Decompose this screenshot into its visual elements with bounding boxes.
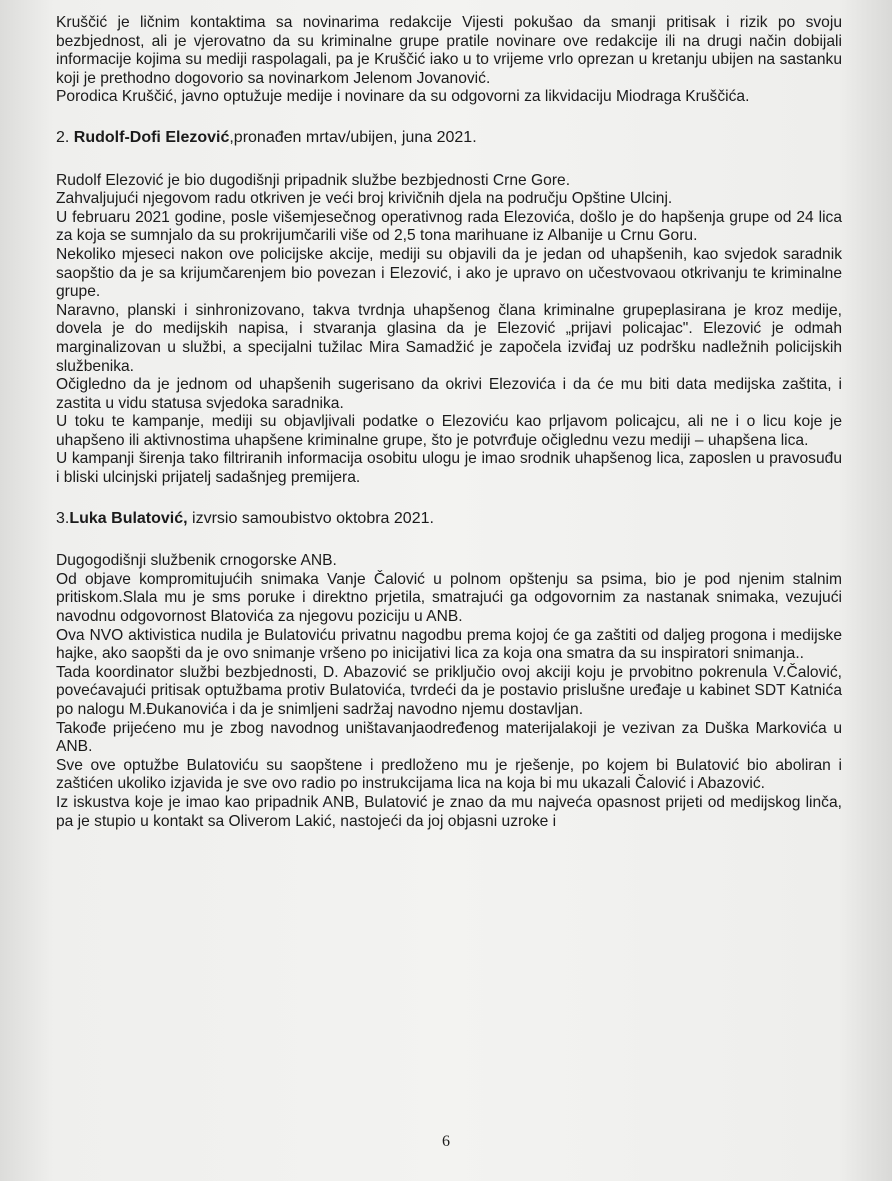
section-2-body bbox=[56, 172, 842, 488]
section-2-paragraph: Očigledno da je jednom od uhapšenih sugerisano da okrivi Elezovića i da će mu biti data medijska zaštita, i zastita u vidu statusa svjedoka saradnika. bbox=[56, 376, 842, 412]
section-2-number: 2. bbox=[56, 128, 70, 146]
section-2-paragraph: U toku te kampanje, mediji su objavljivali podatke o Elezoviću kao prljavom policajcu, ali ne i o licu koje je uhapšeno ili aktivnostima uhapšene kriminalne grupe, što je potvrđuje očiglednu vezu mediji – uhapšena lica. bbox=[56, 413, 842, 449]
section-3-paragraph: Ova NVO aktivistica nudila je Bulatoviću privatnu nagodbu prema kojoj će ga zaštiti od daljeg progona i medijske hajke, ako saopšti da je ovo snimanje vršeno po inicijativi lica za koja ona smatra da su inspiratori snimanja.. bbox=[56, 626, 842, 663]
section-2-paragraph: Zahvaljujući njegovom radu otkriven je veći broj krivičnih djela na području Opštine Ulcinj. bbox=[56, 190, 673, 208]
intro-paragraph-1: Kruščić je ličnim kontaktima sa novinarima redakcije Vijesti pokušao da smanji pritisak i rizik po svoju bezbjednost, ali je vjerovatno da su kriminalne grupe pratile novinare ove redakcije ili na drugi način dobijali informacije kojima su mediji raspolagali, pa je Kruščić iako u to vrijeme vrlo oprezan u kretanju ubijen na sastanku koji je prethodno dogovorio sa novinarkom Jelenom Jovanović. bbox=[56, 14, 842, 87]
section-2-paragraph: U februaru 2021 godine, posle višemjesečnog operativnog rada Elezovića, došlo je do hapšenja grupe od 24 lica za koja se sumnjalo da su prokrijumčarili više od 2,5 tona marihuane iz Albanije u Crnu Goru. bbox=[56, 208, 842, 245]
section-2-heading bbox=[56, 129, 842, 148]
page-number: 6 bbox=[442, 1133, 450, 1150]
section-3-paragraph: Sve ove optužbe Bulatoviću su saopštene i predloženo mu je rješenje, po kojem bi Bulatović bio aboliran i zaštićen ukoliko izjavida je sve ovo radio po instrukcijama lica na koja bi mu ukazali Čalović i Abazović. bbox=[56, 756, 842, 793]
section-3-suffix: izvrsio samoubistvo oktobra 2021. bbox=[187, 509, 434, 527]
section-3-paragraph: Dugogodišnji službenik crnogorske ANB. bbox=[56, 552, 337, 570]
section-2-paragraph: Nekoliko mjeseci nakon ove policijske akcije, mediji su objavili da je jedan od uhapšenih, kao svjedok saradnik saopštio da je sa krijumčarenjem bio povezan i Elezović, i ako je upravo on učestvovaou otkrivanju te kriminalne grupe. bbox=[56, 245, 842, 301]
document-body bbox=[56, 14, 842, 831]
section-2-paragraph: Naravno, planski i sinhronizovano, takva tvrdnja uhapšenog člana kriminalne grupeplasirana je kroz medije, dovela je do medijskih napisa, i stvaranja glasina da je Elezović „prijavi policajac". Elezović je odmah marginalizovan u službi, a specijalni tužilac Mira Samadžić je započela izviđaj uz podršku nadležnih policijskih službenika. bbox=[56, 301, 842, 375]
section-3-paragraph: Takođe prijećeno mu je zbog navodnog uništavanjaodređenog materijalakoji je vezivan za Duška Markovića u ANB. bbox=[56, 719, 842, 756]
section-2-suffix: ,pronađen mrtav/ubijen, juna 2021. bbox=[229, 128, 477, 146]
section-3-name: Luka Bulatović, bbox=[69, 509, 188, 527]
section-2-name: Rudolf-Dofi Elezović bbox=[73, 128, 230, 146]
section-3-paragraph: Od objave kompromitujućih snimaka Vanje Čalović u polnom opštenju sa psima, bio je pod njenim stalnim pritiskom.Slala mu je sms poruke i direktno prjetila, smatrajući ga odgovornim za nastanak snimaka, vezujući navodnu odgovornost Blatovića za njegovu poziciju u ANB. bbox=[56, 570, 842, 626]
section-3-number: 3. bbox=[56, 509, 70, 527]
intro-paragraph-2: Porodica Kruščić, javno optužuje medije i novinare da su odgovorni za likvidaciju Miodraga Kruščića. bbox=[56, 88, 750, 106]
section-2-paragraph: Rudolf Elezović je bio dugodišnji pripadnik službe bezbjednosti Crne Gore. bbox=[56, 171, 571, 189]
section-3-paragraph: Iz iskustva koje je imao kao pripadnik ANB, Bulatović je znao da mu najveća opasnost prijeti od medijskog linča, pa je stupio u kontakt sa Oliverom Lakić, nastojeći da joj objasni uzroke i bbox=[56, 793, 842, 830]
section-3-paragraph: Tada koordinator službi bezbjednosti, D. Abazović se priključio ovoj akciji koju je prvobitno pokrenula V.Čalović, povećavajući pritisak optužbama protiv Bulatovića, tvrdeći da je postavio prislušne uređaje u kabinet SDT Katnića po nalogu M.Đukanovića i da je snimljeni sadržaj navodno njemu dostavljan. bbox=[56, 663, 842, 718]
section-3-body bbox=[56, 552, 842, 831]
section-2-paragraph: U kampanji širenja tako filtriranih informacija osobitu ulogu je imao srodnik uhapšenog lica, zaposlen u pravosuđu i bliski ulcinjski prijatelj sadašnjeg premijera. bbox=[56, 450, 842, 487]
section-3-heading bbox=[56, 510, 842, 529]
